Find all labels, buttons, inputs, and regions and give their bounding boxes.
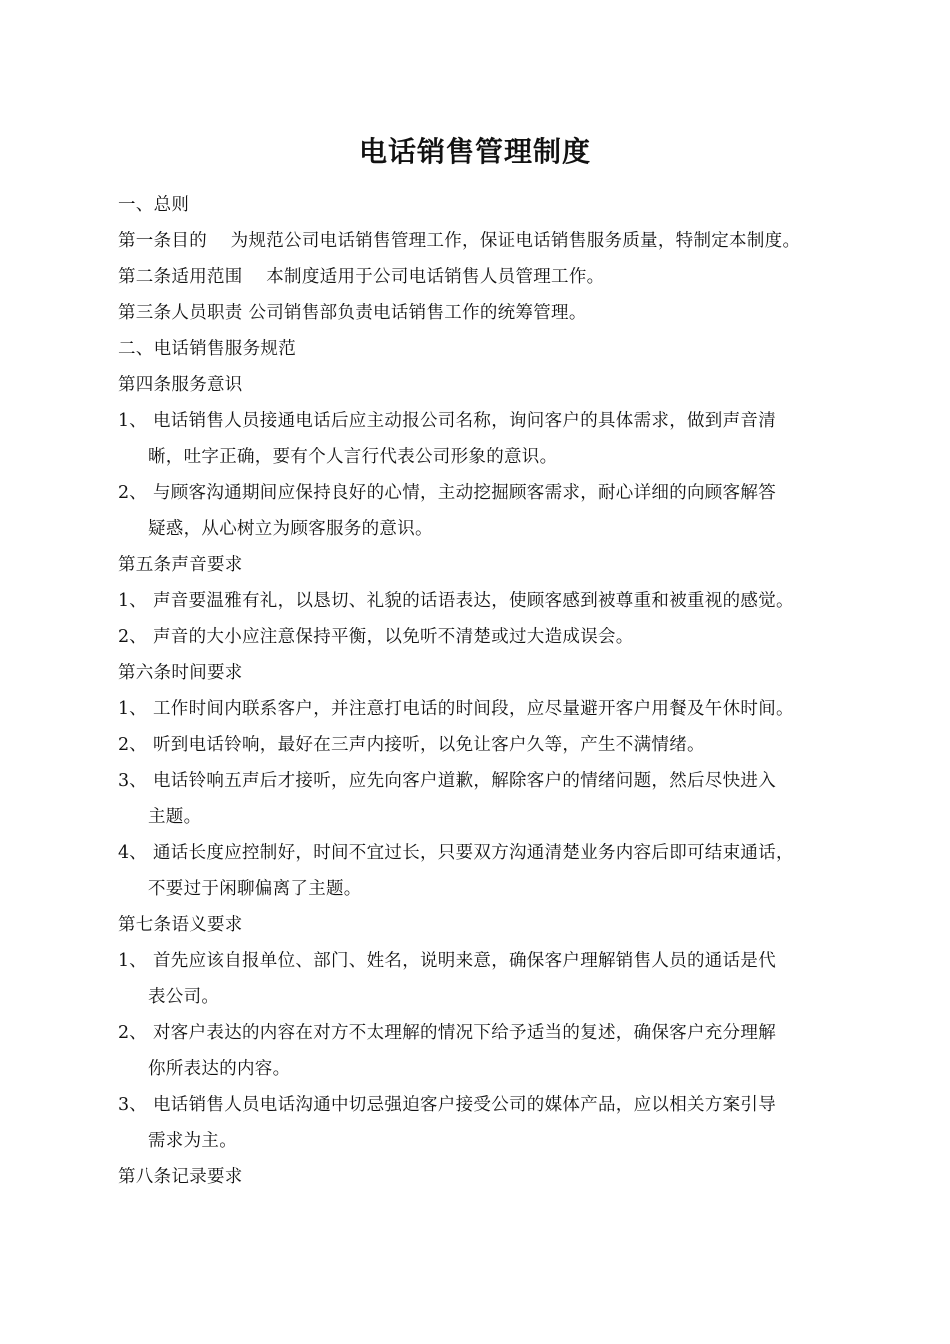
list-text: 对客户表达的内容在对方不太理解的情况下给予适当的复述，确保客户充分理解 — [153, 1023, 776, 1043]
list-number: 1、 — [118, 591, 147, 611]
page-title: 电话销售管理制度 — [358, 135, 591, 168]
list-text: 工作时间内联系客户，并注意打电话的时间段，应尽量避开客户用餐及午休时间。 — [153, 699, 794, 719]
list-text: 与顾客沟通期间应保持良好的心情，主动挖掘顾客需求，耐心详细的向顾客解答 — [153, 483, 776, 503]
list-item — [118, 763, 843, 835]
article-3: 第三条人员职责 公司销售部负责电话销售工作的统筹管理。 — [118, 303, 587, 323]
list-number: 2、 — [118, 627, 147, 647]
list-number: 3、 — [118, 1095, 147, 1115]
section-heading-service-norms: 二、电话销售服务规范 — [118, 339, 296, 359]
list-number: 3、 — [118, 771, 147, 791]
list-text: 主题。 — [148, 807, 202, 827]
list-item — [118, 727, 843, 763]
list-item — [118, 619, 843, 655]
list-text: 电话铃响五声后才接听，应先向客户道歉，解除客户的情绪问题，然后尽快进入 — [153, 771, 776, 791]
list-number: 4、 — [118, 843, 147, 863]
list-text: 你所表达的内容。 — [148, 1059, 291, 1079]
list-text: 声音的大小应注意保持平衡，以免听不清楚或过大造成误会。 — [153, 627, 634, 647]
list-text: 通话长度应控制好，时间不宜过长，只要双方沟通清楚业务内容后即可结束通话， — [153, 843, 794, 863]
list-text: 需求为主。 — [148, 1131, 237, 1151]
list-text: 表公司。 — [148, 987, 220, 1007]
section-heading-general: 一、总则 — [118, 195, 190, 215]
list-text: 声音要温雅有礼，以恳切、礼貌的话语表达，使顾客感到被尊重和被重视的感觉。 — [153, 591, 794, 611]
list-number: 1、 — [118, 699, 147, 719]
article-2: 第二条适用范围 本制度适用于公司电话销售人员管理工作。 — [118, 267, 605, 287]
list-item — [118, 835, 843, 907]
list-number: 2、 — [118, 483, 147, 503]
list-item — [118, 403, 843, 475]
document-body — [118, 187, 843, 1195]
list-text: 电话销售人员接通电话后应主动报公司名称，询问客户的具体需求，做到声音清 — [153, 411, 776, 431]
list-item — [118, 943, 843, 1015]
list-number: 1、 — [118, 951, 147, 971]
article-5-heading: 第五条声音要求 — [118, 555, 243, 575]
list-item — [118, 475, 843, 547]
list-text: 电话销售人员电话沟通中切忌强迫客户接受公司的媒体产品，应以相关方案引导 — [153, 1095, 776, 1115]
article-7-heading: 第七条语义要求 — [118, 915, 243, 935]
list-number: 2、 — [118, 735, 147, 755]
article-6-heading: 第六条时间要求 — [118, 663, 243, 683]
list-text: 晰，吐字正确，要有个人言行代表公司形象的意识。 — [148, 447, 558, 467]
list-text: 听到电话铃响，最好在三声内接听，以免让客户久等，产生不满情绪。 — [153, 735, 705, 755]
list-item — [118, 583, 843, 619]
list-item — [118, 691, 843, 727]
list-text: 不要过于闲聊偏离了主题。 — [148, 879, 362, 899]
article-8-heading: 第八条记录要求 — [118, 1167, 243, 1187]
list-number: 2、 — [118, 1023, 147, 1043]
list-number: 1、 — [118, 411, 147, 431]
article-1: 第一条目的 为规范公司电话销售管理工作，保证电话销售服务质量，特制定本制度。 — [118, 231, 801, 251]
list-text: 首先应该自报单位、部门、姓名，说明来意，确保客户理解销售人员的通话是代 — [153, 951, 776, 971]
list-item — [118, 1015, 843, 1087]
list-item — [118, 1087, 843, 1159]
list-text: 疑惑，从心树立为顾客服务的意识。 — [148, 519, 433, 539]
article-4-heading: 第四条服务意识 — [118, 375, 243, 395]
